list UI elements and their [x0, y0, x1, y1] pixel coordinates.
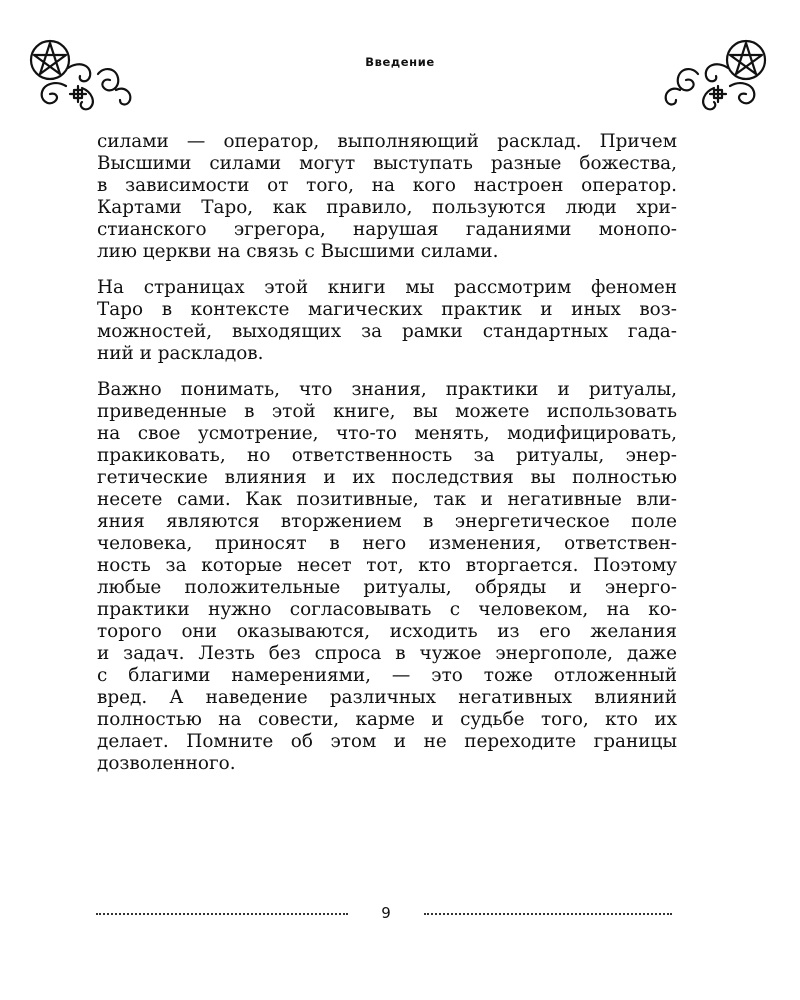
text-line: несете сами. Как позитивные, так и негативные вли-: [97, 489, 677, 510]
text-line: лию церкви на связь с Высшими силами.: [97, 241, 499, 262]
running-header-title: Введение: [365, 55, 435, 69]
text-line: вред. А наведение различных негативных влияний: [97, 687, 677, 708]
footer-dotted-rule-right: [424, 913, 672, 915]
page-footer: [96, 905, 676, 925]
text-line: и задач. Лезть без спроса в чужое энергополе, даже: [97, 643, 677, 664]
text-line: приведенные в этой книге, вы можете использовать: [97, 401, 677, 422]
text-line: На страницах этой книги мы рассмотрим феномен: [97, 277, 677, 298]
text-line: яния являются вторжением в энергетическое поле: [97, 511, 677, 532]
text-line: полностью на совести, карме и судьбе того, кто их: [97, 709, 677, 730]
text-line: любые положительные ритуалы, обряды и энерго-: [97, 577, 677, 598]
text-line: человека, приносят в него изменения, ответствен-: [97, 533, 677, 554]
body-text: [97, 131, 677, 775]
text-line: можностей, выходящих за рамки стандартных гада-: [97, 321, 677, 342]
text-line: дозволенного.: [97, 753, 236, 774]
text-line: делает. Помните об этом и не переходите границы: [97, 731, 677, 752]
text-line: Высшими силами могут выступать разные божества,: [97, 153, 677, 174]
pentacle-swirl-ornament-icon: [658, 36, 768, 114]
footer-dotted-rule-left: [96, 913, 348, 915]
text-line: ность за которые несет тот, кто вторгается. Поэтому: [97, 555, 677, 576]
text-line: Важно понимать, что знания, практики и ритуалы,: [97, 379, 677, 400]
text-line: Картами Таро, как правило, пользуются люди хри-: [97, 197, 677, 218]
text-line: с благими намерениями, — это тоже отложенный: [97, 665, 677, 686]
paragraph-1: [97, 131, 677, 263]
text-line: торого они оказываются, исходить из его желания: [97, 621, 677, 642]
text-line: ний и раскладов.: [97, 343, 264, 364]
text-line: в зависимости от того, на кого настроен оператор.: [97, 175, 677, 196]
paragraph-3: [97, 379, 677, 775]
page-number: 9: [381, 904, 391, 922]
text-line: Таро в контексте магических практик и иных воз-: [97, 299, 677, 320]
text-line: стианского эгрегора, нарушая гаданиями монопо-: [97, 219, 677, 240]
text-line: пракиковать, но ответственность за ритуалы, энер-: [97, 445, 677, 466]
paragraph-2: [97, 277, 677, 365]
text-line: на свое усмотрение, что-то менять, модифицировать,: [97, 423, 677, 444]
text-line: гетические влияния и их последствия вы полностью: [97, 467, 677, 488]
text-line: силами — оператор, выполняющий расклад. Причем: [97, 131, 677, 152]
pentacle-swirl-ornament-icon: [28, 36, 138, 114]
text-line: практики нужно согласовывать с человеком, на ко-: [97, 599, 677, 620]
